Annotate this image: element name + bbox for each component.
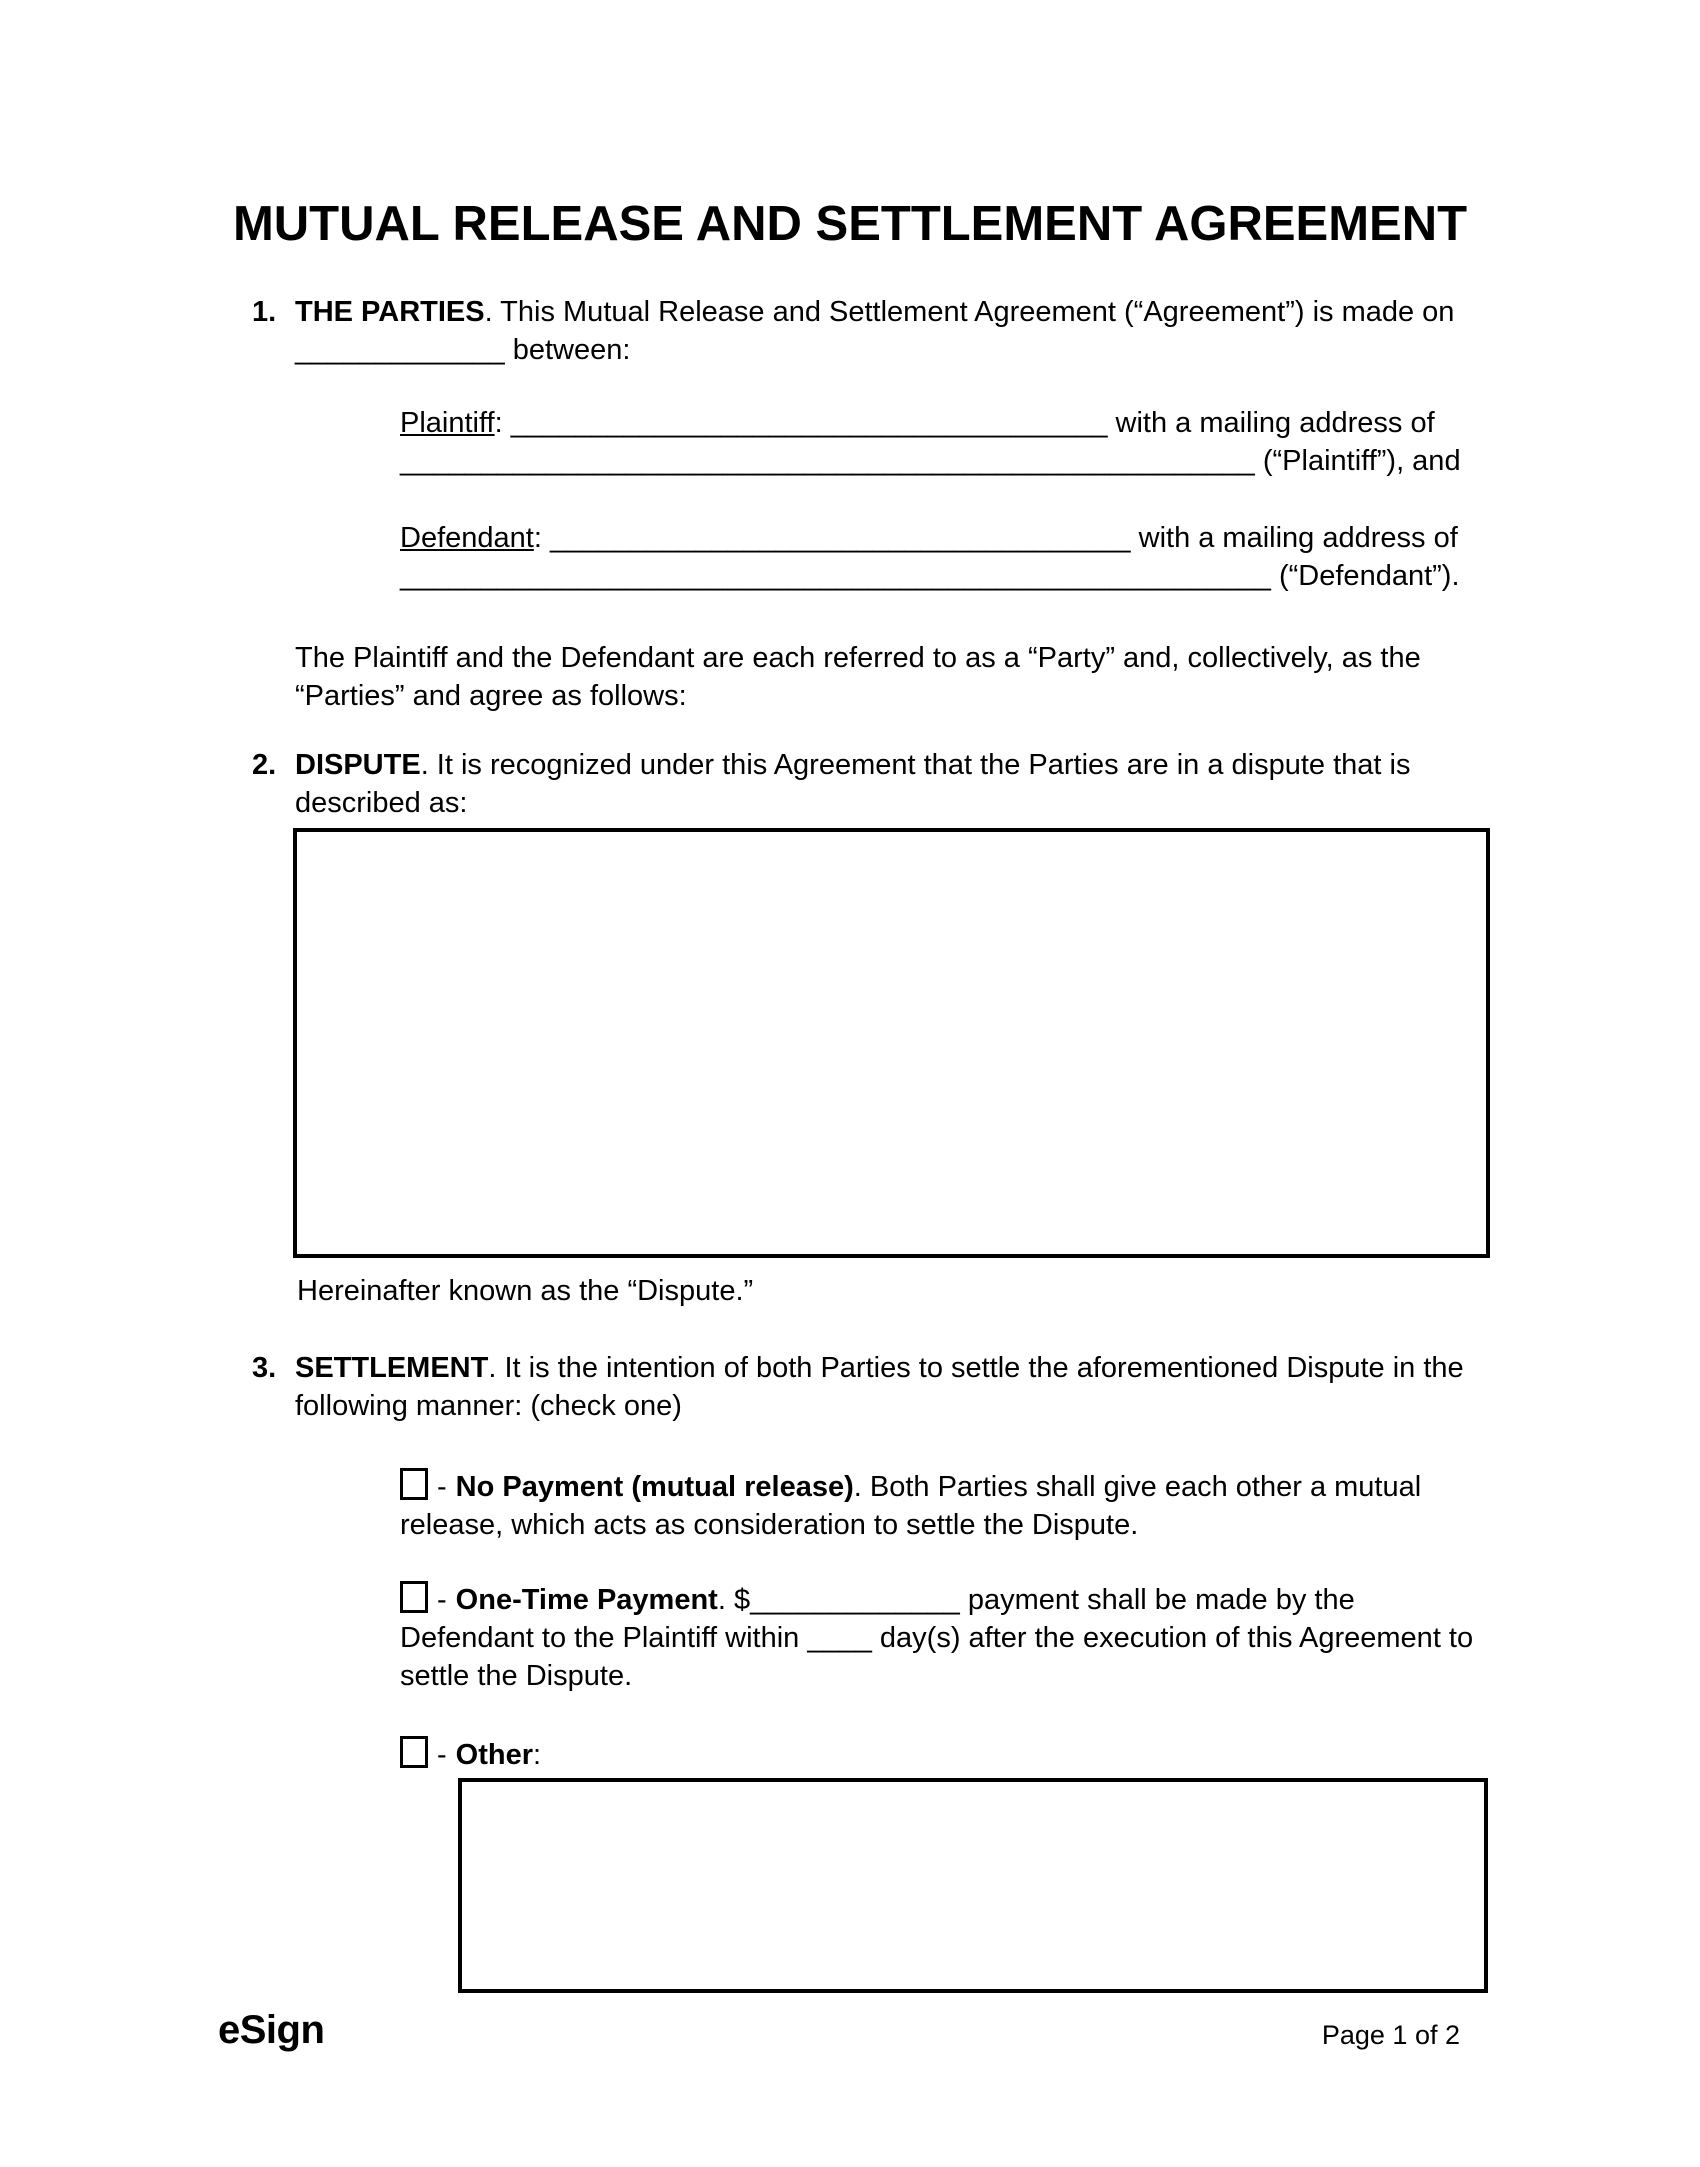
dispute-description-box[interactable] [293,828,1490,1258]
option-other [400,1736,1492,1774]
section-dispute [252,746,1497,822]
parties-paragraph [295,293,1497,369]
other-text: : [533,1739,542,1771]
settlement-intro-text: . It is the intention of both Parties to settle the aforementioned Dispute in the following manner: (check one) [295,1352,1464,1422]
parties-closing-paragraph: The Plaintiff and the Defendant are each referred to as a “Party” and, collectively, as the “Parties” and agree as follows: [295,642,1421,712]
item-number-3: 3. [252,1352,277,1384]
one-time-payment-text: . $_____________ payment shall be made by the Defendant to the Plaintiff within ____ day(s) after the execution of this Agreement to settle the Dispute. [400,1584,1474,1692]
plaintiff-name-blank: : _____________________________________ with a mailing address of [494,407,1435,439]
other-label: Other [455,1739,534,1771]
item-number-1: 1. [252,296,277,328]
no-payment-label: No Payment (mutual release) [455,1471,854,1503]
settlement-paragraph [295,1349,1497,1425]
plaintiff-line2 [400,442,1500,480]
settlement-heading: SETTLEMENT [295,1352,489,1384]
section-parties [252,293,1497,369]
option-no-payment [400,1468,1492,1544]
option-dash: - [437,1471,447,1503]
item-number-2: 2. [252,749,277,781]
defendant-line1 [400,519,1500,557]
dispute-intro-text: . It is recognized under this Agreement that the Parties are in a dispute that is described as: [295,749,1411,819]
defendant-block [400,519,1500,595]
dispute-paragraph [295,746,1497,822]
defendant-label: Defendant [400,522,534,554]
one-time-payment-label: One-Time Payment [455,1584,718,1616]
plaintiff-address-blank: _____________________________________________________ (“Plaintiff”), and [400,445,1461,477]
defendant-name-blank: : ____________________________________ with a mailing address of [533,522,1458,554]
no-payment-checkbox[interactable] [400,1468,428,1500]
other-checkbox[interactable] [400,1736,428,1768]
section-settlement [252,1349,1497,1425]
option-dash: - [437,1584,447,1616]
page-title: MUTUAL RELEASE AND SETTLEMENT AGREEMENT [232,197,1468,251]
defendant-address-blank: ______________________________________________________ (“Defendant”). [400,560,1460,592]
plaintiff-line1 [400,404,1500,442]
defendant-line2 [400,557,1500,595]
page-number: Page 1 of 2 [1321,2020,1460,2050]
parties-heading: THE PARTIES [295,296,485,328]
esign-logo: eSign [218,2008,325,2052]
plaintiff-block [400,404,1500,480]
one-time-payment-checkbox[interactable] [400,1581,428,1613]
option-dash: - [437,1739,447,1771]
option-one-time-payment [400,1581,1492,1695]
no-payment-text: . Both Parties shall give each other a mutual release, which acts as consideration to settle the Dispute. [400,1471,1422,1541]
other-description-box[interactable] [458,1778,1488,1993]
parties-intro-text: . This Mutual Release and Settlement Agreement (“Agreement”) is made on _____________ between: [295,296,1455,366]
dispute-caption: Hereinafter known as the “Dispute.” [297,1275,754,1307]
dispute-heading: DISPUTE [295,749,421,781]
plaintiff-label: Plaintiff [400,407,495,439]
